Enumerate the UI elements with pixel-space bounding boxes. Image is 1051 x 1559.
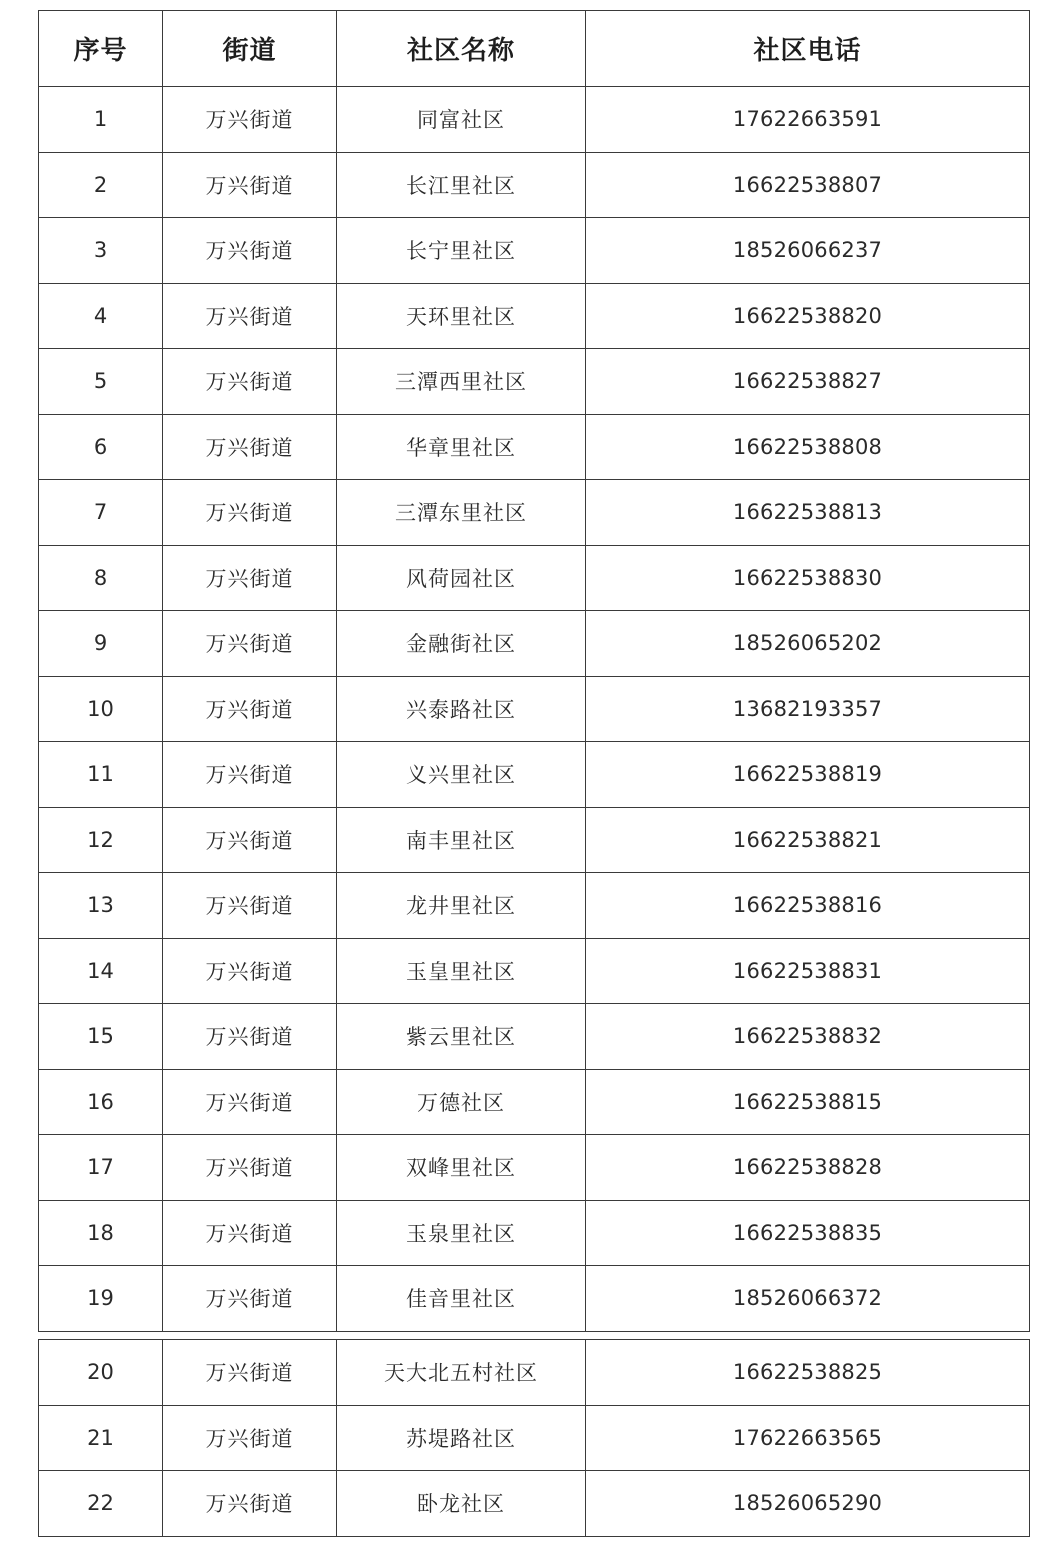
table-row	[39, 1266, 1030, 1332]
row-phone: 16622538815	[586, 1069, 1030, 1135]
row-community-name: 玉泉里社区	[337, 1200, 586, 1266]
table-header-row	[39, 11, 1030, 87]
row-number: 8	[39, 545, 163, 611]
row-number: 6	[39, 414, 163, 480]
row-number: 7	[39, 480, 163, 546]
table-row	[39, 676, 1030, 742]
table-row	[39, 414, 1030, 480]
row-community-name: 三潭西里社区	[337, 349, 586, 415]
row-street: 万兴街道	[163, 807, 337, 873]
row-street: 万兴街道	[163, 1069, 337, 1135]
row-phone: 17622663591	[586, 87, 1030, 153]
row-street: 万兴街道	[163, 152, 337, 218]
row-number: 1	[39, 87, 163, 153]
row-phone: 13682193357	[586, 676, 1030, 742]
row-number: 4	[39, 283, 163, 349]
row-number: 11	[39, 742, 163, 808]
row-community-name: 双峰里社区	[337, 1135, 586, 1201]
table-row	[39, 1405, 1030, 1471]
row-phone: 16622538825	[586, 1340, 1030, 1406]
header-no: 序号	[39, 11, 163, 87]
table-row	[39, 87, 1030, 153]
row-phone: 16622538835	[586, 1200, 1030, 1266]
row-street: 万兴街道	[163, 349, 337, 415]
header-phone: 社区电话	[586, 11, 1030, 87]
row-phone: 16622538808	[586, 414, 1030, 480]
table-row	[39, 152, 1030, 218]
row-community-name: 紫云里社区	[337, 1004, 586, 1070]
row-phone: 16622538828	[586, 1135, 1030, 1201]
row-community-name: 苏堤路社区	[337, 1405, 586, 1471]
header-street: 街道	[163, 11, 337, 87]
table-row	[39, 1471, 1030, 1537]
row-community-name: 三潭东里社区	[337, 480, 586, 546]
table-row	[39, 742, 1030, 808]
table-row	[39, 480, 1030, 546]
row-community-name: 兴泰路社区	[337, 676, 586, 742]
row-phone: 18526066237	[586, 218, 1030, 284]
row-number: 10	[39, 676, 163, 742]
row-street: 万兴街道	[163, 283, 337, 349]
row-phone: 18526065202	[586, 611, 1030, 677]
community-contact-table	[38, 10, 1030, 1332]
row-number: 5	[39, 349, 163, 415]
row-community-name: 天大北五村社区	[337, 1340, 586, 1406]
row-number: 13	[39, 873, 163, 939]
row-street: 万兴街道	[163, 480, 337, 546]
row-community-name: 长江里社区	[337, 152, 586, 218]
row-street: 万兴街道	[163, 742, 337, 808]
row-number: 22	[39, 1471, 163, 1537]
row-phone: 16622538832	[586, 1004, 1030, 1070]
row-community-name: 风荷园社区	[337, 545, 586, 611]
table-row	[39, 218, 1030, 284]
row-street: 万兴街道	[163, 1340, 337, 1406]
row-phone: 16622538831	[586, 938, 1030, 1004]
table-row	[39, 1200, 1030, 1266]
table-row	[39, 1004, 1030, 1070]
row-street: 万兴街道	[163, 414, 337, 480]
community-contact-table-continued	[38, 1339, 1030, 1537]
row-number: 17	[39, 1135, 163, 1201]
row-community-name: 万德社区	[337, 1069, 586, 1135]
row-street: 万兴街道	[163, 1405, 337, 1471]
row-phone: 17622663565	[586, 1405, 1030, 1471]
row-street: 万兴街道	[163, 938, 337, 1004]
row-number: 21	[39, 1405, 163, 1471]
table-row	[39, 1340, 1030, 1406]
row-phone: 18526066372	[586, 1266, 1030, 1332]
table-row	[39, 1069, 1030, 1135]
table-row	[39, 873, 1030, 939]
row-community-name: 义兴里社区	[337, 742, 586, 808]
row-community-name: 佳音里社区	[337, 1266, 586, 1332]
row-community-name: 同富社区	[337, 87, 586, 153]
row-community-name: 卧龙社区	[337, 1471, 586, 1537]
table-row	[39, 349, 1030, 415]
row-phone: 16622538807	[586, 152, 1030, 218]
row-street: 万兴街道	[163, 1135, 337, 1201]
row-phone: 16622538827	[586, 349, 1030, 415]
row-number: 9	[39, 611, 163, 677]
table-row	[39, 1135, 1030, 1201]
row-number: 15	[39, 1004, 163, 1070]
row-street: 万兴街道	[163, 873, 337, 939]
row-street: 万兴街道	[163, 611, 337, 677]
row-phone: 18526065290	[586, 1471, 1030, 1537]
row-number: 18	[39, 1200, 163, 1266]
row-community-name: 金融街社区	[337, 611, 586, 677]
row-community-name: 南丰里社区	[337, 807, 586, 873]
row-phone: 16622538830	[586, 545, 1030, 611]
row-number: 16	[39, 1069, 163, 1135]
table-row	[39, 545, 1030, 611]
row-street: 万兴街道	[163, 1471, 337, 1537]
row-community-name: 龙井里社区	[337, 873, 586, 939]
row-community-name: 天环里社区	[337, 283, 586, 349]
table-row	[39, 283, 1030, 349]
row-number: 12	[39, 807, 163, 873]
header-community: 社区名称	[337, 11, 586, 87]
row-street: 万兴街道	[163, 1004, 337, 1070]
row-number: 20	[39, 1340, 163, 1406]
table-row	[39, 611, 1030, 677]
row-number: 19	[39, 1266, 163, 1332]
row-street: 万兴街道	[163, 1200, 337, 1266]
row-phone: 16622538820	[586, 283, 1030, 349]
row-street: 万兴街道	[163, 218, 337, 284]
table-row	[39, 938, 1030, 1004]
row-phone: 16622538819	[586, 742, 1030, 808]
row-number: 2	[39, 152, 163, 218]
row-phone: 16622538816	[586, 873, 1030, 939]
row-street: 万兴街道	[163, 545, 337, 611]
row-number: 14	[39, 938, 163, 1004]
row-street: 万兴街道	[163, 87, 337, 153]
row-street: 万兴街道	[163, 676, 337, 742]
row-phone: 16622538813	[586, 480, 1030, 546]
row-community-name: 长宁里社区	[337, 218, 586, 284]
row-number: 3	[39, 218, 163, 284]
row-community-name: 华章里社区	[337, 414, 586, 480]
row-community-name: 玉皇里社区	[337, 938, 586, 1004]
row-street: 万兴街道	[163, 1266, 337, 1332]
row-phone: 16622538821	[586, 807, 1030, 873]
table-row	[39, 807, 1030, 873]
